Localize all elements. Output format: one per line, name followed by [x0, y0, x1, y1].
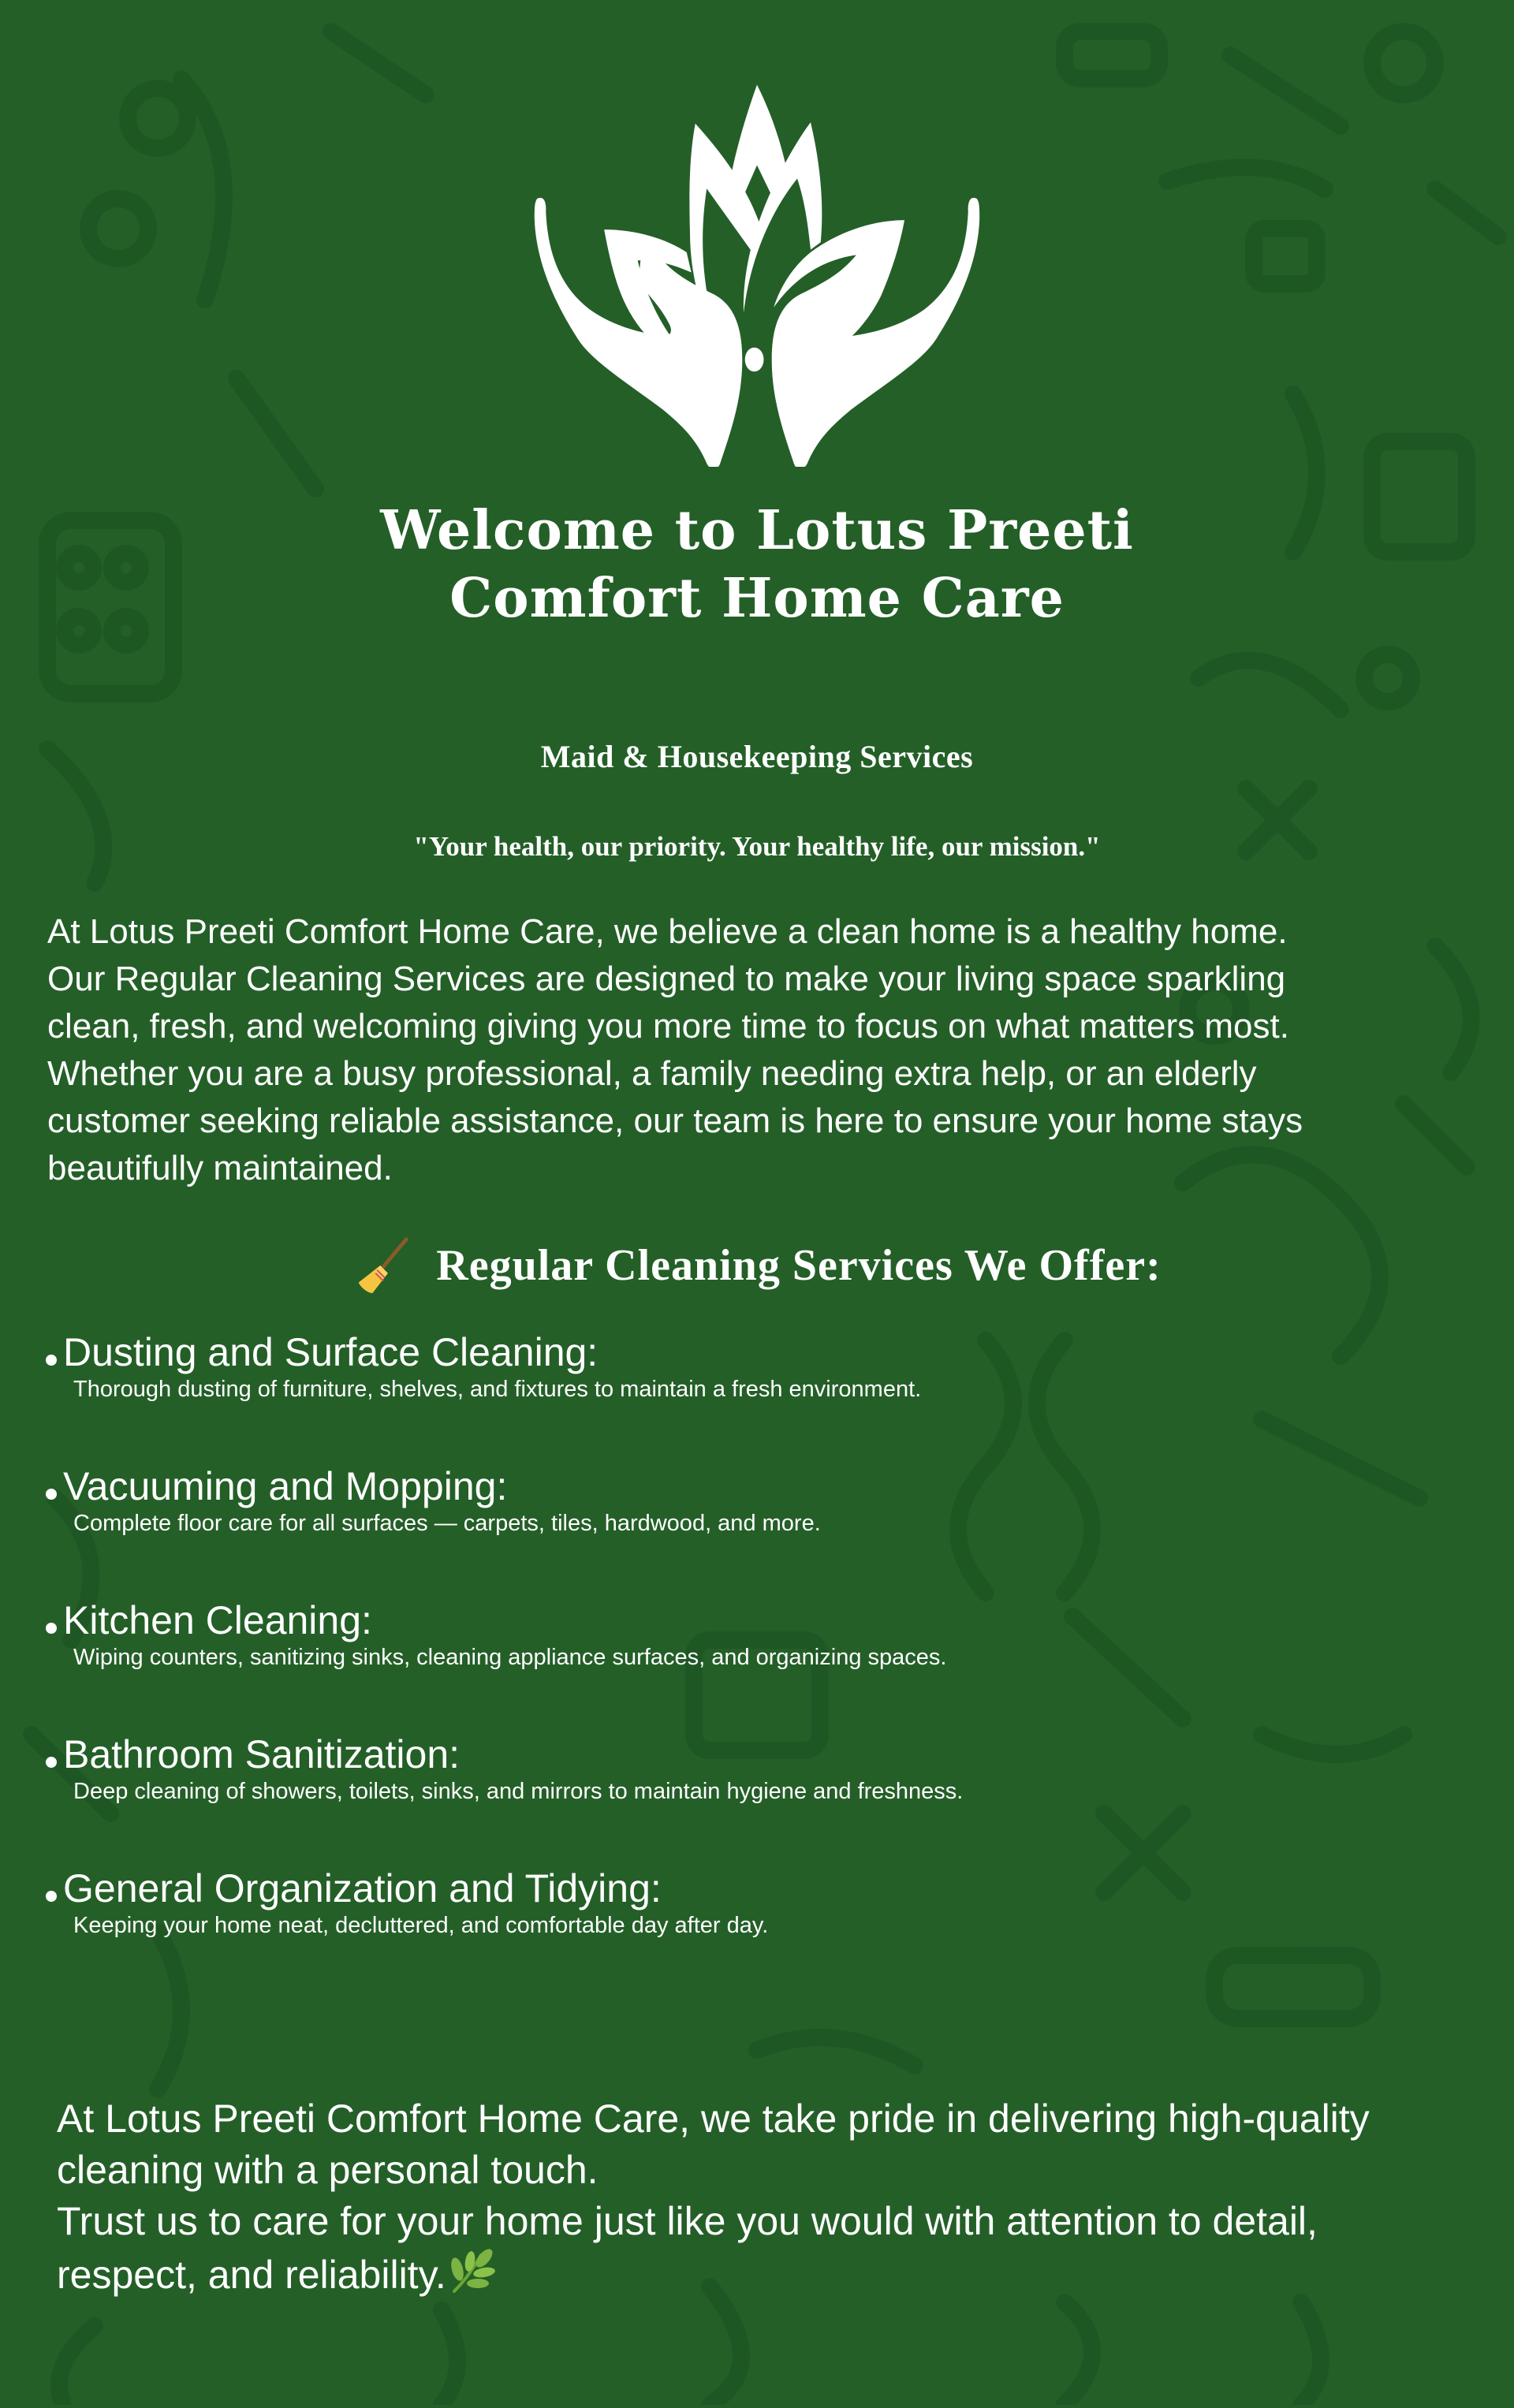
lotus-hands-icon — [489, 65, 1025, 467]
bullet-icon — [46, 1623, 57, 1634]
services-heading — [0, 1234, 1514, 1297]
broom-icon — [352, 1235, 414, 1296]
service-item — [46, 1866, 1465, 1940]
service-title: Kitchen Cleaning: — [63, 1598, 372, 1642]
service-description: Complete floor care for all surfaces — carpets, tiles, hardwood, and more. — [73, 1511, 821, 1536]
service-item — [46, 1731, 1465, 1806]
closing-line-text: respect, and reliability. — [57, 2253, 446, 2297]
closing-line: Trust us to care for your home just like you would with attention to detail, — [57, 2199, 1318, 2243]
intro-line: At Lotus Preeti Comfort Home Care, we believe a clean home is a healthy home. — [47, 912, 1288, 951]
lotus-hands-logo — [489, 65, 1025, 467]
service-item — [46, 1329, 1465, 1403]
service-description: Deep cleaning of showers, toilets, sinks, and mirrors to maintain hygiene and freshness. — [73, 1779, 964, 1804]
service-item — [46, 1597, 1465, 1672]
bullet-icon — [46, 1757, 57, 1768]
closing-line — [57, 2247, 1492, 2301]
page-subtitle: Maid & Housekeeping Services — [540, 739, 974, 774]
intro-line: Whether you are a busy professional, a family needing extra help, or an elderly — [47, 1054, 1257, 1093]
intro-line: beautifully maintained. — [47, 1149, 393, 1187]
intro-paragraph — [47, 908, 1482, 1192]
page-title — [0, 497, 1514, 632]
bullet-icon — [46, 1891, 57, 1902]
closing-paragraph — [57, 2093, 1492, 2301]
intro-line: clean, fresh, and welcoming giving you more time to focus on what matters most. — [47, 1007, 1289, 1046]
service-title: General Organization and Tidying: — [63, 1866, 662, 1910]
service-description: Wiping counters, sanitizing sinks, cleaning appliance surfaces, and organizing spaces. — [73, 1645, 947, 1670]
service-title: Bathroom Sanitization: — [63, 1732, 461, 1776]
service-title: Vacuuming and Mopping: — [63, 1464, 508, 1508]
title-line-1: Welcome to Lotus Preeti — [380, 499, 1134, 562]
closing-line: cleaning with a personal touch. — [57, 2148, 599, 2192]
closing-line: At Lotus Preeti Comfort Home Care, we take pride in delivering high-quality — [57, 2097, 1370, 2141]
title-line-2: Comfort Home Care — [449, 567, 1065, 630]
service-title: Dusting and Surface Cleaning: — [63, 1330, 599, 1374]
bullet-icon — [46, 1355, 57, 1366]
herb-leaf-icon — [446, 2247, 498, 2294]
services-heading-text: Regular Cleaning Services We Offer: — [436, 1241, 1162, 1290]
intro-line: Our Regular Cleaning Services are designed to make your living space sparkling — [47, 960, 1286, 998]
service-item — [46, 1463, 1465, 1538]
tagline-quote: "Your health, our priority. Your healthy life, our mission." — [413, 831, 1101, 862]
bullet-icon — [46, 1489, 57, 1500]
service-description: Keeping your home neat, decluttered, and comfortable day after day. — [73, 1913, 769, 1938]
intro-line: customer seeking reliable assistance, our team is here to ensure your home stays — [47, 1101, 1303, 1140]
service-description: Thorough dusting of furniture, shelves, and fixtures to maintain a fresh environment. — [73, 1377, 922, 1402]
